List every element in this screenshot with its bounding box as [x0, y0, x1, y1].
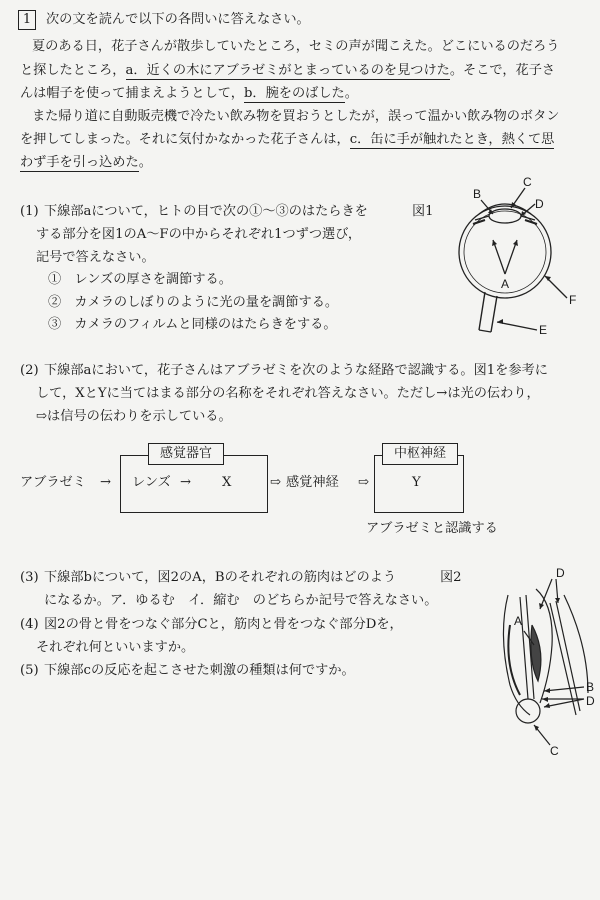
forearm-bone: [550, 601, 580, 715]
underline-a: a．近くの木にアブラゼミがとまっているのを見つけた: [125, 63, 450, 78]
figure-2-label: 図2: [440, 570, 462, 585]
eye-diagram: [445, 175, 585, 340]
q1-item-1: ① レンズの厚さを調節する。: [48, 272, 232, 287]
q2-number: (2): [20, 363, 39, 378]
flow-result: アブラゼミと認識する: [366, 521, 498, 536]
passage-line-3: んは帽子を使って捕まえようとして，b．腕をのばした。: [20, 86, 358, 101]
q1-item-2: ② カメラのしぼりのように光の量を調節する。: [48, 295, 339, 310]
q3-text-2: になるか。ア．ゆるむ イ．縮む のどちらか記号で答えなさい。: [44, 593, 438, 608]
q1-text-1: 下線部aについて，ヒトの目で次の①～③のはたらきを: [44, 204, 368, 219]
arm-label-d-top: D: [556, 566, 565, 580]
elbow-joint: [516, 699, 540, 723]
passage-line-1: 夏のある日，花子さんが散歩していたところ，セミの声が聞こえた。どこにいるのだろう: [32, 39, 560, 54]
q3-text-1: 下線部bについて，図2のA，Bのそれぞれの筋肉はどのよう: [44, 570, 397, 585]
underline-c-cont: わず手を引っ込めた: [20, 155, 139, 170]
eye-label-d: D: [535, 197, 544, 211]
flow-arrow-1: →: [100, 475, 112, 490]
flow-nerve: 感覚神経: [286, 475, 339, 490]
q1-number: (1): [20, 204, 39, 219]
question-number-box: 1: [18, 10, 36, 30]
underline-c: c．缶に手が触れたとき，熱くて思: [349, 132, 555, 147]
eye-label-b: B: [473, 187, 482, 201]
q2-text-2: して，XとYに当てはまる部分の名称をそれぞれ答えなさい。ただし→は光の伝わり，: [36, 386, 540, 401]
eye-label-e: E: [539, 323, 548, 337]
flow-lens: レンズ: [132, 475, 171, 490]
underline-b: b．腕をのばした: [243, 86, 345, 101]
q5-number: (5): [20, 663, 39, 678]
flow-start: アブラゼミ: [20, 475, 86, 490]
instruction: 次の文を読んで以下の各問いに答えなさい。: [46, 12, 310, 27]
flow-arrow-2: →: [180, 475, 192, 490]
q1-item-3: ③ カメラのフィルムと同様のはたらきをする。: [48, 317, 337, 332]
flow-x: X: [222, 475, 232, 490]
flow-signal-arrow-2: ⇨: [358, 475, 370, 490]
pointer-a: [493, 240, 517, 274]
q4-text-2: それぞれ何といいますか。: [36, 640, 195, 655]
arm-label-a: A: [514, 614, 523, 628]
arm-label-d-bottom: D: [586, 694, 595, 708]
flow-signal-arrow-1: ⇨: [270, 475, 282, 490]
optic-nerve: [479, 292, 497, 332]
q5-text-1: 下線部cの反応を起こさせた刺激の種類は何ですか。: [44, 663, 355, 678]
passage-line-5: を押してしまった。それに気付かなかった花子さんは，c．缶に手が触れたとき，熱くて思: [20, 132, 555, 147]
arm-label-c: C: [550, 744, 559, 758]
q4-number: (4): [20, 617, 39, 632]
arm-diagram: [480, 565, 600, 758]
q1-text-2: する部分を図1のA～Fの中からそれぞれ1つずつ選び，: [36, 227, 362, 242]
central-nerve-title: 中枢神経: [382, 443, 458, 465]
eye-label-c: C: [523, 175, 532, 189]
arm-outline-left: [503, 595, 530, 715]
passage-line-2: と探したところ，a．近くの木にアブラゼミがとまっているのを見つけた。そこで，花子さ: [20, 63, 556, 78]
figure-1-label: 図1: [412, 204, 434, 219]
q2-text-1: 下線部aにおいて，花子さんはアブラゼミを次のような経路で認識する。図1を参考に: [44, 363, 548, 378]
arm-label-b: B: [586, 680, 595, 694]
eye-label-a: A: [501, 277, 510, 291]
eye-label-f: F: [569, 293, 577, 307]
passage-line-4: また帰り道に自動販売機で冷たい飲み物を買おうとしたが，誤って温かい飲み物のボタン: [32, 109, 560, 124]
q1-text-3: 記号で答えなさい。: [36, 250, 155, 265]
q2-text-3: ⇨は信号の伝わりを示している。: [36, 409, 232, 424]
sense-organ-title: 感覚器官: [148, 443, 224, 465]
q3-number: (3): [20, 570, 39, 585]
flow-y: Y: [412, 475, 421, 490]
q4-text-1: 図2の骨と骨をつなぐ部分Cと，筋肉と骨をつなぐ部分Dを，: [44, 617, 403, 632]
passage-line-6: わず手を引っ込めた。: [20, 155, 152, 170]
